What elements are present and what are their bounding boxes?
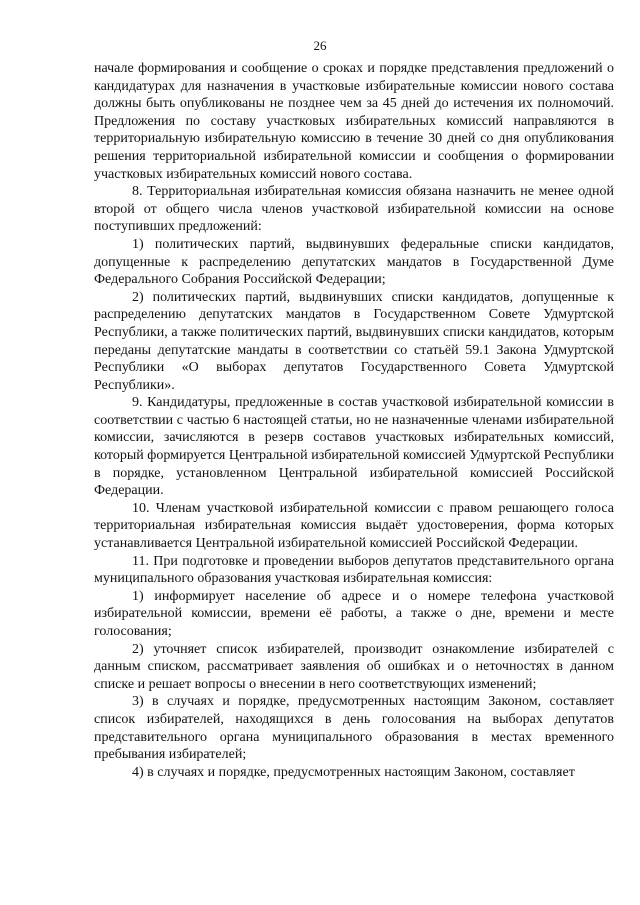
paragraph-continuation: начале формирования и сообщение о сроках и порядке представления предложений о кандидатурах для назначения в участковые избирательные комиссии нового состава должны быть опубликованы не позднее чем за 45 дней до истечения их полномочий. Предложения по составу участковых избирательных комиссий направляются в территориальную избирательную комиссию в течение 30 дней со дня опубликования решения территориальной избирательной комиссии и сообщения о формировании участковых избирательных комиссий нового состава. bbox=[94, 61, 614, 182]
paragraph-11-item-3: 3) в случаях и порядке, предусмотренных настоящим Законом, составляет список избирателей, находящихся в день голосования на выборах депутатов представительного органа муниципального образования в местах временного пребывания избирателей; bbox=[94, 694, 614, 763]
paragraph-9: 9. Кандидатуры, предложенные в состав участковой избирательной комиссии в соответствии с частью 6 настоящей статьи, но не назначенные членами избирательной комиссии, зачисляются в резерв составов участковых избирательных комиссий, который формируется Центральной избирательной комиссией Удмуртской Республики в порядке, установленном Центральной избирательной комиссией Российской Федерации. bbox=[94, 395, 614, 499]
paragraph-11: 11. При подготовке и проведении выборов депутатов представительного органа муниципального образования участковая избирательная комиссия: bbox=[94, 553, 614, 587]
document-body bbox=[94, 60, 614, 781]
paragraph-8: 8. Территориальная избирательная комиссия обязана назначить не менее одной второй от общего числа членов участковой избирательной комиссии на основе поступивших предложений: bbox=[94, 184, 614, 235]
paragraph-11-item-2: 2) уточняет список избирателей, производит ознакомление избирателей с данным списком, рассматривает заявления об ошибках и о неточностях в данном списке и решает вопросы о внесении в него соответствующих изменений; bbox=[94, 641, 614, 692]
paragraph-11-item-1: 1) информирует население об адресе и о номере телефона участковой избирательной комиссии, времени её работы, а также о дне, времени и месте голосования; bbox=[94, 588, 614, 639]
paragraph-8-item-1: 1) политических партий, выдвинувших федеральные списки кандидатов, допущенные к распределению депутатских мандатов в Государственной Думе Федерального Собрания Российской Федерации; bbox=[94, 236, 614, 288]
paragraph-8-item-2: 2) политических партий, выдвинувших списки кандидатов, допущенные к распределению депутатских мандатов в Государственном Совете Удмуртской Республики, а также политических партий, выдвинувших списки кандидатов, которым переданы депутатские мандаты в соответствии со статьёй 59.1 Закона Удмуртской Республики «О выборах депутатов Государственного Совета Удмуртской Республики». bbox=[94, 289, 614, 393]
paragraph-11-item-4: 4) в случаях и порядке, предусмотренных настоящим Законом, составляет bbox=[132, 764, 575, 780]
paragraph-10: 10. Членам участковой избирательной комиссии с правом решающего голоса территориальная избирательная комиссия выдаёт удостоверения, форма которых устанавливается Центральной избирательной комиссией Российской Федерации. bbox=[94, 500, 614, 552]
page-number: 26 bbox=[313, 38, 327, 53]
